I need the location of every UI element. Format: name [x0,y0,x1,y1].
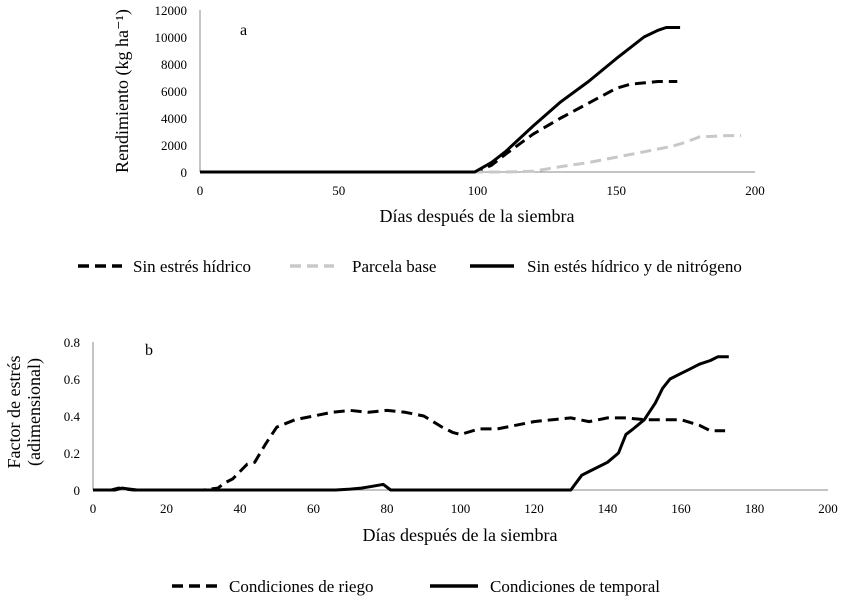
series-line-2 [200,136,741,172]
x-tick-label: 60 [307,501,320,516]
series-line-2 [93,357,729,490]
x-tick-label: 120 [524,501,544,516]
x-tick-label: 0 [196,183,204,198]
y-tick-label: 0.6 [63,372,80,387]
y-tick-labels [155,3,188,180]
y-tick-label: 2000 [161,138,187,153]
y-tick-label: 12000 [154,3,187,18]
series-line-1 [93,410,725,490]
legend-a [78,257,742,276]
series-lines [93,357,729,490]
x-tick-label: 200 [745,183,765,198]
x-tick-label: 140 [597,501,618,516]
series-lines [200,28,741,173]
y-tick-label: 10000 [154,30,187,45]
legend-label-2: Condiciones de temporal [490,577,660,596]
chart-panel-a [78,3,765,276]
panel-label-a: a [240,22,248,39]
x-tick-label: 80 [380,501,394,516]
y-axis-label: Rendimiento (kg ha⁻¹) [112,9,132,173]
y-tick-label: 0.4 [63,409,80,424]
y-tick-label: 0.2 [63,446,80,461]
y-tick-label: 6000 [161,84,187,99]
series-line-1 [200,82,677,173]
x-tick-label: 180 [744,501,765,516]
x-tick-label: 0 [89,501,97,516]
x-tick-label: 50 [332,183,346,198]
panel-label-b: b [145,342,153,359]
y-tick-label: 8000 [161,57,187,72]
chart-panel-b [4,335,838,596]
y-tick-label: 0 [73,483,80,498]
y-tick-labels [64,335,81,498]
x-axis-label: Días después de la siembra [379,206,575,226]
y-tick-label: 4000 [161,111,187,126]
x-tick-label: 200 [818,501,838,516]
x-tick-label: 100 [450,501,471,516]
legend-label-1: Sin estrés hídrico [133,257,252,276]
y-tick-label: 0.8 [63,335,80,350]
x-tick-label: 40 [233,501,247,516]
y-tick-label: 0 [180,165,187,180]
x-tick-label: 160 [671,501,691,516]
legend-label-2: Parcela base [352,257,437,276]
x-tick-label: 100 [467,183,488,198]
x-axis-label: Días después de la siembra [362,525,558,545]
legend-label-1: Condiciones de riego [229,577,374,596]
x-tick-label: 20 [160,501,173,516]
x-tick-labels [197,183,765,198]
y-axis-label: Factor de estrés(adimensional) [4,355,44,469]
x-tick-label: 150 [606,183,626,198]
series-line-3 [200,28,680,173]
x-tick-labels [90,501,838,516]
legend-b [172,577,660,596]
legend-label-3: Sin estés hídrico y de nitrógeno [527,257,742,276]
